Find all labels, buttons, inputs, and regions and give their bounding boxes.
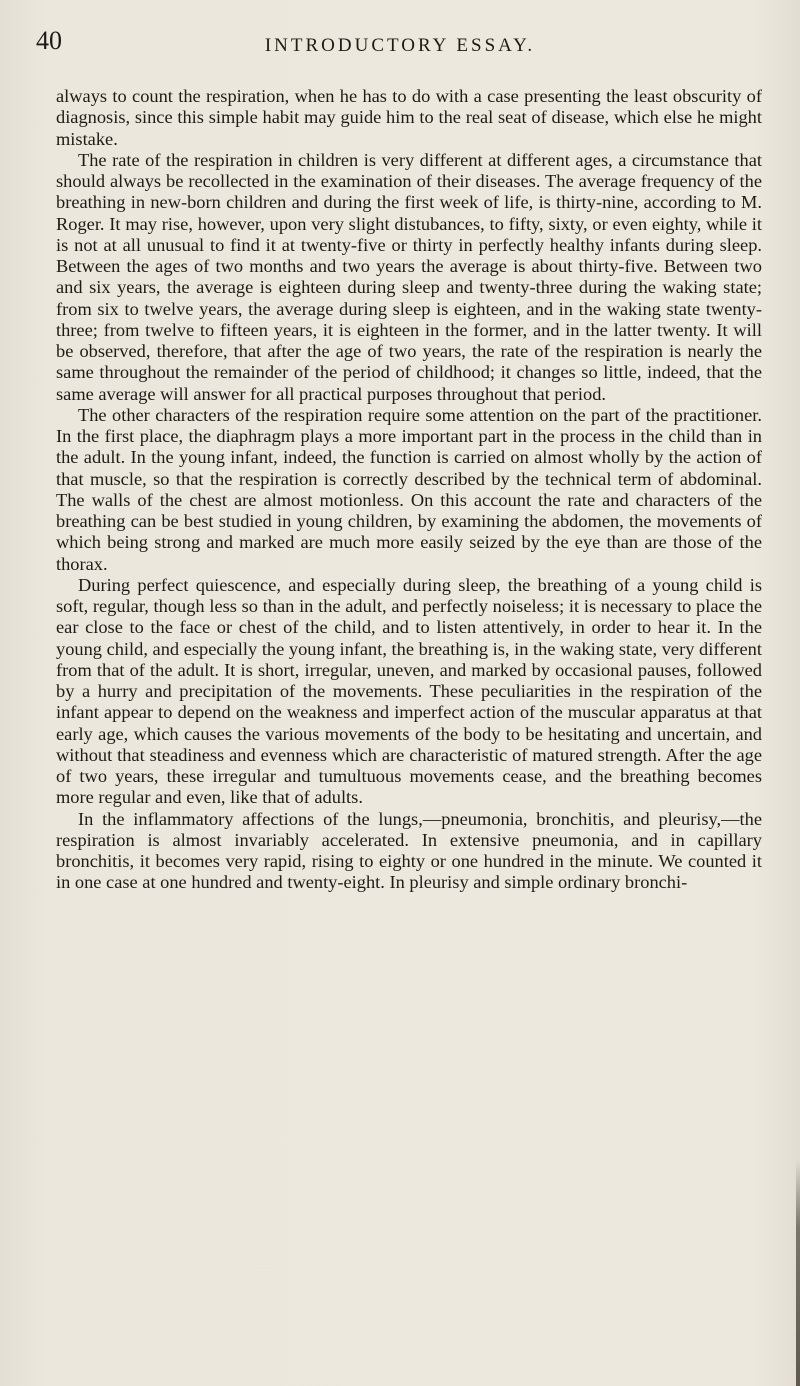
running-title: INTRODUCTORY ESSAY. xyxy=(264,35,536,56)
body-text xyxy=(56,86,762,894)
paragraph-1: always to count the respiration, when he has to do with a case presenting the least obscurity of diagnosis, since this simple habit may guide him to the real seat of disease, which else he might mistake. xyxy=(56,86,762,149)
page-edge-shadow xyxy=(796,1160,800,1386)
paragraph-5: In the inflammatory affections of the lungs,—pneumonia, bronchitis, and pleurisy,—the respiration is almost invariably accelerated. In extensive pneumonia, and in capillary bronchitis, it becomes very rapid, rising to eighty or one hundred in the minute. We counted it in one case at one hundred and twenty-eight. In pleurisy and simple ordinary bronchi- xyxy=(56,808,762,893)
paragraph-3: The other characters of the respiration require some attention on the part of the practitioner. In the first place, the diaphragm plays a more important part in the process in the child than in the adult. In the young infant, indeed, the function is carried on almost wholly by the action of that muscle, so that the respiration is correctly described by the technical term of abdominal. The walls of the chest are almost motionless. On this account the rate and characters of the breathing can be best studied in young children, by examining the abdomen, the movements of which being strong and marked are much more easily seized by the eye than are those of the thorax. xyxy=(56,404,762,574)
page-number: 40 xyxy=(36,26,62,55)
paragraph-2: The rate of the respiration in children is very different at different ages, a circumstance that should always be recollected in the examination of their diseases. The average frequency of the breathing in new-born children and during the first week of life, is thirty-nine, according to M. Roger. It may rise, however, upon very slight distubances, to fifty, sixty, or even eighty, while it is not at all unusual to find it at twenty-five or thirty in perfectly healthy infants during sleep. Between the ages of two months and two years the average is about thirty-five. Between two and six years, the average is eighteen during sleep and twenty-three during the waking state; from six to twelve years, the average during sleep is eighteen, and in the waking state twenty-three; from twelve to fifteen years, it is eighteen in the former, and in the latter twenty. It will be observed, therefore, that after the age of two years, the rate of the respiration is nearly the same throughout the remainder of the period of childhood; it changes so little, indeed, that the same average will answer for all practical purposes throughout that period. xyxy=(56,149,762,404)
paragraph-4: During perfect quiescence, and especially during sleep, the breathing of a young child is soft, regular, though less so than in the adult, and perfectly noiseless; it is necessary to place the ear close to the face or chest of the child, and to listen attentively, in order to hear it. In the young child, and especially the young infant, the breathing is, in the waking state, very different from that of the adult. It is short, irregular, uneven, and marked by occasional pauses, followed by a hurry and precipitation of the movements. These peculiarities in the respiration of the infant appear to depend on the weakness and imperfect action of the muscular apparatus at that early age, which causes the various movements of the body to be hesitating and uncertain, and without that steadiness and evenness which are characteristic of matured strength. After the age of two years, these irregular and tumultuous movements cease, and the breathing becomes more regular and even, like that of adults. xyxy=(56,574,762,808)
